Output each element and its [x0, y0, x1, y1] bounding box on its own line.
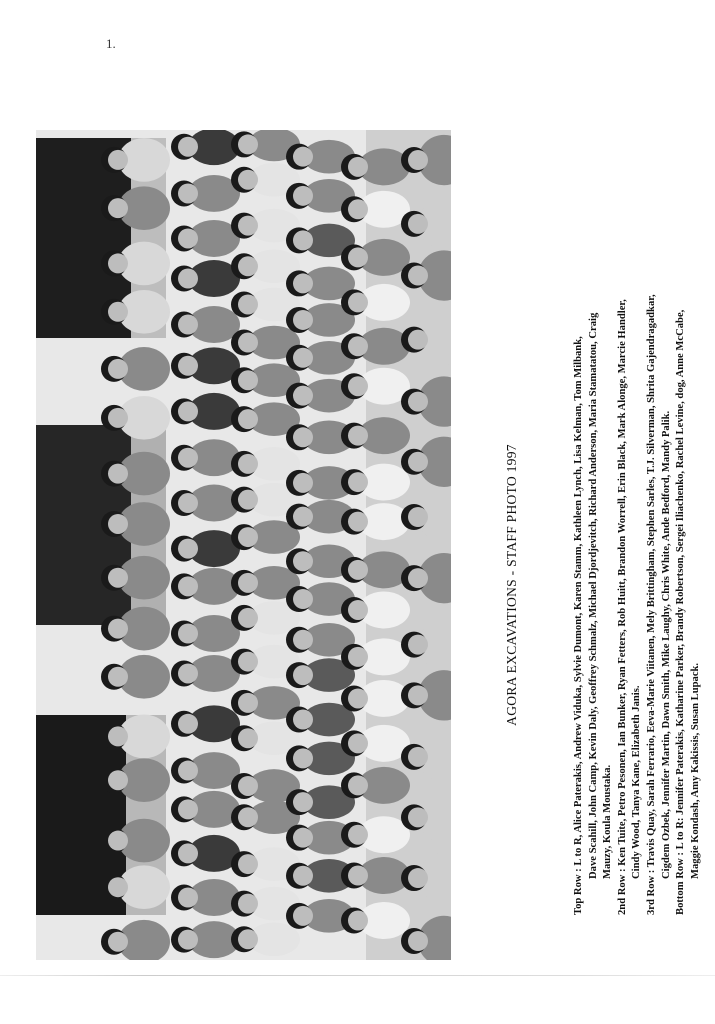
person-face [108, 619, 128, 639]
person-face [348, 512, 368, 532]
person-face [408, 568, 428, 588]
row-line: Cindy Wood, Tanya Kane, Elizabeth Janis. [631, 685, 643, 879]
person-face [178, 576, 198, 596]
person-face [108, 831, 128, 851]
person-face [348, 647, 368, 667]
person-face [408, 150, 428, 170]
person-face [293, 230, 313, 250]
person-face [108, 770, 128, 790]
person-face [108, 464, 128, 484]
person-face [293, 386, 313, 406]
person-face [238, 854, 258, 874]
row-label: 3rd Row : [645, 869, 657, 915]
person-face [178, 315, 198, 335]
person-face [238, 608, 258, 628]
person-face [293, 551, 313, 571]
caption-row-second [616, 180, 645, 915]
person-face [108, 877, 128, 897]
row-line: Travis Quay, Sarah Ferrario, Eeva-Marie Viitanen, Mely Brittingham, Stephen Sarles, T.J. Silverman, Shrita Gajendragadkar, [645, 294, 657, 868]
person-face [108, 359, 128, 379]
person-face [238, 370, 258, 390]
person-face [108, 302, 128, 322]
person-face [293, 828, 313, 848]
person-face [178, 624, 198, 644]
caption-row-bottom [674, 180, 703, 915]
person-face [178, 269, 198, 289]
person-face [293, 186, 313, 206]
person-face [108, 726, 128, 746]
person-face [178, 761, 198, 781]
row-label: Top Row : L to R, [573, 834, 584, 915]
person-face [178, 401, 198, 421]
person-face [348, 866, 368, 886]
person-face [238, 294, 258, 314]
person-face [108, 667, 128, 687]
person-face [408, 685, 428, 705]
person-face [348, 292, 368, 312]
person-face [238, 170, 258, 190]
person-face [238, 333, 258, 353]
person-face [408, 330, 428, 350]
person-face [238, 216, 258, 236]
row-line: Maggie Kondash, Amy Kakissis, Susan Lupack. [689, 662, 701, 879]
person-face [238, 409, 258, 429]
person-face [293, 273, 313, 293]
group-photo-image [36, 130, 451, 960]
person-face [408, 931, 428, 951]
person-face [293, 630, 313, 650]
person-face [348, 336, 368, 356]
person-face [293, 473, 313, 493]
person-face [238, 527, 258, 547]
person-face [348, 600, 368, 620]
person-face [293, 665, 313, 685]
person-face [408, 635, 428, 655]
person-face [348, 426, 368, 446]
person-face [238, 728, 258, 748]
person-face [178, 888, 198, 908]
person-face [178, 714, 198, 734]
person-face [293, 748, 313, 768]
person-face [348, 199, 368, 219]
page-number: 1. [106, 36, 116, 51]
person-face [178, 539, 198, 559]
person-face [238, 573, 258, 593]
person-face [178, 663, 198, 683]
scan-edge-line [0, 975, 715, 976]
person-face [348, 376, 368, 396]
person-face [238, 776, 258, 796]
person-face [348, 733, 368, 753]
person-face [108, 253, 128, 273]
person-face [348, 688, 368, 708]
person-face [293, 589, 313, 609]
person-face [408, 214, 428, 234]
row-line: Cigdem Ozbek, Jennifer Martin, Dawn Smith, Mike Laughy, Chris White, Ande Bedford, Mandy Palik. [660, 410, 672, 879]
staff-group-photo [36, 130, 451, 960]
person-face [348, 911, 368, 931]
person-face [408, 266, 428, 286]
person-face [108, 568, 128, 588]
person-face [293, 866, 313, 886]
person-face [293, 792, 313, 812]
person-face [108, 150, 128, 170]
person-face [293, 310, 313, 330]
row-line: Mauzy, Koula Moustaka. [602, 764, 614, 879]
person-face [238, 894, 258, 914]
person-face [293, 348, 313, 368]
person-face [178, 843, 198, 863]
person-face [238, 929, 258, 949]
person-face [408, 507, 428, 527]
row-line: L to R: Jennifer Paterakis, Katharine Parker, Brandy Robertson, Sergei Iliachenko, Rachel Levine, dog, Anne McCabe, [675, 309, 687, 850]
caption-rows [572, 180, 703, 915]
person-face [178, 356, 198, 376]
person-face [293, 427, 313, 447]
person-face [348, 560, 368, 580]
person-face [238, 693, 258, 713]
person-face [108, 514, 128, 534]
person-face [178, 183, 198, 203]
person-face [238, 807, 258, 827]
person-face [178, 137, 198, 157]
person-face [348, 775, 368, 795]
person-face [238, 652, 258, 672]
person-face [408, 392, 428, 412]
row-line: Alice Paterakis, Andrew Viduka, Sylvie Dumont, Karen Stamm, Kathleen Lynch, Lisa Kelman, Tom Milbank, [573, 336, 584, 833]
person-face [293, 906, 313, 926]
person-face [293, 507, 313, 527]
person-face [293, 147, 313, 167]
person-face [408, 868, 428, 888]
person-face [178, 493, 198, 513]
row-line: Ken Tuite, Petro Pesonen, Ian Bunker, Ryan Fetters, Rob Huitt, Brandon Worrell, Erin Black, Mark Alonge, Marcie Handler, [616, 299, 628, 866]
person-face [238, 454, 258, 474]
person-face [178, 448, 198, 468]
person-face [108, 932, 128, 952]
person-face [293, 710, 313, 730]
row-label: 2nd Row : [616, 868, 628, 915]
row-line: Dave Scahill, John Camp, Kevin Daly, Geoffrey Schmalz, Michael Djordjevitch, Richard Anderson, Maria Stamatatou, Craig [587, 312, 599, 879]
person-face [178, 799, 198, 819]
row-label: Bottom Row : [675, 852, 687, 915]
person-face [348, 247, 368, 267]
person-face [108, 408, 128, 428]
person-face [408, 807, 428, 827]
person-face [348, 825, 368, 845]
person-face [178, 930, 198, 950]
caption-title: AGORA EXCAVATIONS - STAFF PHOTO 1997 [504, 444, 519, 726]
person-face [238, 256, 258, 276]
person-face [238, 134, 258, 154]
person-face [348, 472, 368, 492]
person-face [408, 452, 428, 472]
person-face [178, 228, 198, 248]
person-face [238, 490, 258, 510]
caption-row-top [572, 180, 616, 915]
person-face [108, 198, 128, 218]
caption-row-third [645, 180, 674, 915]
person-face [408, 747, 428, 767]
person-face [348, 157, 368, 177]
